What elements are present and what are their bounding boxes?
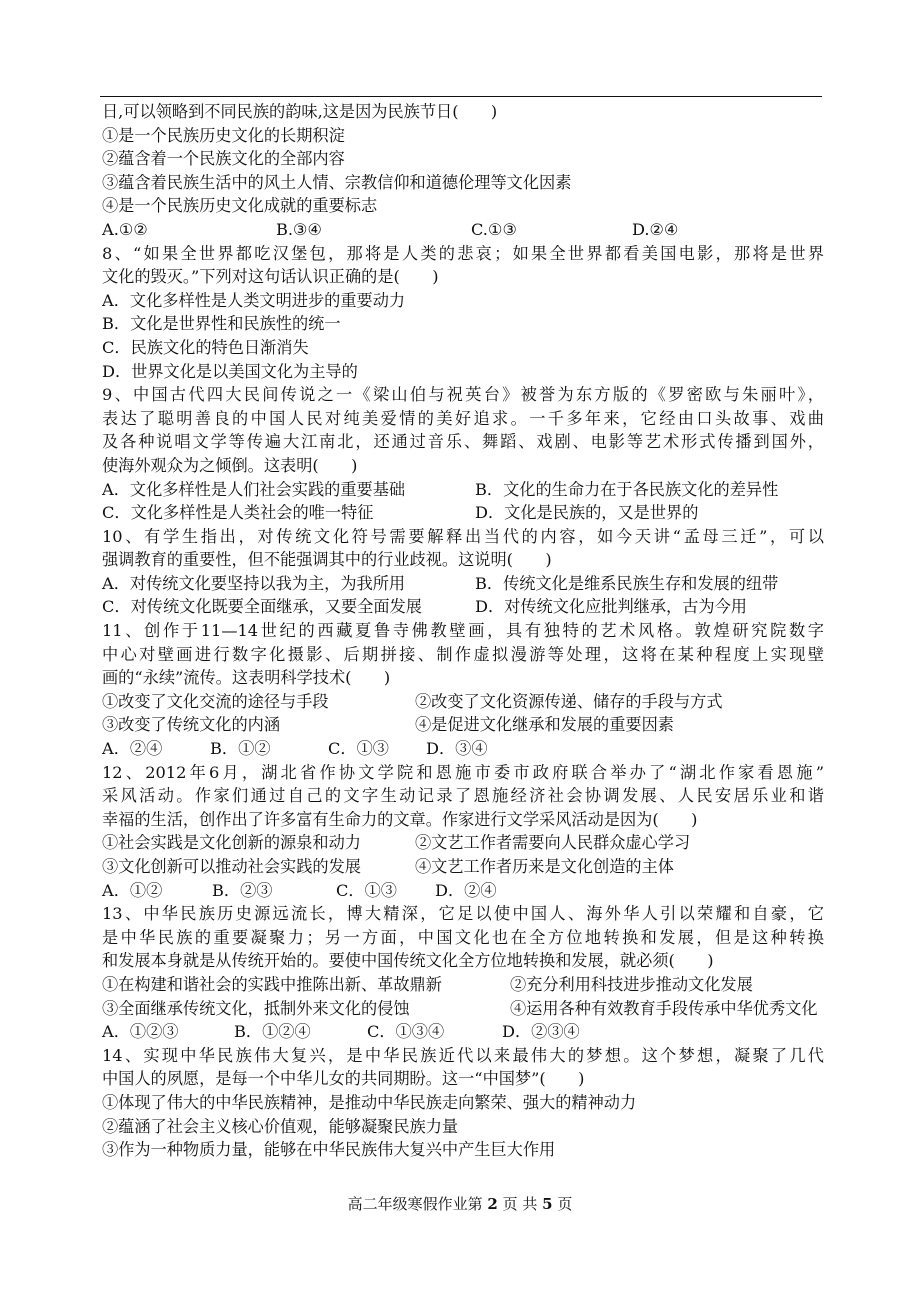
text-line: 中心对壁画进行数字化摄影、后期拼接、制作虚拟漫游等处理，这将在某种程度上实现壁 [102,644,824,664]
text-line: ④是一个民族历史文化成就的重要标志 [102,196,378,216]
text-line: 8、“如果全世界都吃汉堡包，那将是人类的悲哀；如果全世界都看美国电影，那将是世界 [102,243,824,263]
text-line: 强调教育的重要性，但不能强调其中的行业歧视。这说明( ) [102,550,552,570]
page-content [102,100,824,1162]
footer-page-number: 2 [487,1195,498,1213]
option-item: C．①③ [336,880,397,900]
option-row [102,501,824,525]
option-row [102,997,824,1021]
option-item: A．②④ [102,739,163,759]
option-row [102,595,824,619]
footer-prefix: 高二年级寒假作业第 [347,1195,483,1213]
text-line: ①体现了伟大的中华民族精神，是推动中华民族走向繁荣、强大的精神动力 [102,1092,637,1112]
option-item: ④运用各种有效教育手段传承中华优秀文化 [510,998,818,1018]
option-row [102,973,824,997]
option-item: A.①② [102,219,148,239]
text-line: B．文化是世界性和民族性的统一 [102,314,341,334]
option-item: A．文化多样性是人们社会实践的重要基础 [102,479,406,499]
text-line: 是中华民族的重要凝聚力；另一方面，中国文化也在全方位地转换和发展，但是这种转换 [102,927,824,947]
text-line: 采风活动。作家们通过自己的文字生动记录了恩施经济社会协调发展、人民安居乐业和谐 [102,786,824,806]
text-line: ②蕴涵了社会主义核心价值观，能够凝聚民族力量 [102,1116,459,1136]
text-line: 和发展本身就是从传统开始的。要使中国传统文化全方位地转换和发展，就必须( ) [102,951,714,971]
header-rule [100,96,822,97]
option-row [102,855,824,879]
option-item: B.③④ [276,219,323,239]
option-item: B．②③ [212,880,273,900]
option-row [102,831,824,855]
text-line: C．民族文化的特色日渐消失 [102,337,309,357]
option-item: B．①②④ [234,1022,311,1042]
option-item: B．①② [210,739,271,759]
text-line: D．世界文化是以美国文化为主导的 [102,361,358,381]
option-item: ④文艺工作者历来是文化创造的主体 [415,857,674,876]
option-row [102,572,824,596]
text-line: 文化的毁灭。”下列对这句话认识正确的是( ) [102,267,439,287]
option-item: C．对传统文化既要全面继承，又要全面发展 [102,597,422,617]
option-item: ①在构建和谐社会的实践中推陈出新、革故鼎新 [102,974,442,994]
text-line: ③蕴含着民族生活中的风土人情、宗教信仰和道德伦理等文化因素 [102,172,572,192]
option-item: A．对传统文化要坚持以我为主，为我所用 [102,573,406,593]
option-item: ③改变了传统文化的内涵 [102,715,281,735]
option-row [102,879,824,903]
text-line: 使海外观众为之倾倒。这表明( ) [102,455,358,475]
text-line: 10、有学生指出，对传统文化符号需要解释出当代的内容，如今天讲“孟母三迁”，可以 [102,526,824,546]
option-item: B．文化的生命力在于各民族文化的差异性 [475,479,779,499]
option-row [102,478,824,502]
text-line: 13、中华民族历史源远流长，博大精深，它足以使中国人、海外华人引以荣耀和自豪，它 [102,904,824,924]
option-item: A．①②③ [102,1022,179,1042]
text-line: 12、2012年6月，湖北省作协文学院和恩施市委市政府联合举办了“湖北作家看恩施” [102,762,824,782]
option-item: D．对传统文化应批判继承，古为今用 [475,597,747,617]
text-line: 9、中国古代四大民间传说之一《梁山伯与祝英台》被誉为东方版的《罗密欧与朱丽叶》， [102,385,824,405]
option-row [102,218,824,242]
option-item: B．传统文化是维系民族生存和发展的纽带 [475,573,779,593]
option-item: ③文化创新可以推动社会实践的发展 [102,857,361,876]
option-row [102,1020,824,1044]
option-row [102,690,824,714]
option-item: ③全面继承传统文化，抵制外来文化的侵蚀 [102,998,410,1018]
option-item: ④是促进文化继承和发展的重要因素 [415,715,674,735]
text-line: ③作为一种物质力量，能够在中华民族伟大复兴中产生巨大作用 [102,1140,556,1160]
text-line: A．文化多样性是人类文明进步的重要动力 [102,290,406,310]
footer-middle: 页 共 [502,1195,538,1213]
footer-suffix: 页 [557,1195,573,1213]
option-item: C.①③ [471,219,517,239]
page-footer [0,1193,920,1214]
option-item: A．①② [102,880,163,900]
option-item: C．①③④ [367,1022,445,1042]
option-item: D．文化是民族的，又是世界的 [475,503,699,523]
text-line: 日,可以领略到不同民族的韵味,这是因为民族节日( ) [102,102,498,121]
option-item: D．②③④ [502,1022,580,1042]
option-item: D.②④ [632,219,679,239]
text-line: 画的“永续”流传。这表明科学技术( ) [102,668,391,688]
text-line: 及各种说唱文学等传遍大江南北，还通过音乐、舞蹈、戏剧、电影等艺术形式传播到国外， [102,432,824,452]
text-line: ②蕴含着一个民族文化的全部内容 [102,149,345,169]
text-line: 14、实现中华民族伟大复兴，是中华民族近代以来最伟大的梦想。这个梦想，凝聚了几代 [102,1045,824,1065]
option-item: C．文化多样性是人类社会的唯一特征 [102,503,374,523]
text-line: 幸福的生活，创作出了许多富有生命力的文章。作家进行文学采风活动是因为( ) [102,809,698,829]
text-line: ①是一个民族历史文化的长期积淀 [102,125,345,145]
option-item: ②充分利用科技进步推动文化发展 [510,974,753,994]
option-row [102,737,824,761]
option-item: ②文艺工作者需要向人民群众虚心学习 [415,833,691,853]
option-item: C．①③ [328,739,389,759]
option-item: D．③④ [426,739,488,759]
option-item: D．②④ [435,880,497,900]
option-item: ②改变了文化资源传递、储存的手段与方式 [415,691,723,711]
footer-total-pages: 5 [542,1195,553,1213]
option-row [102,713,824,737]
option-item: ①改变了文化交流的途径与手段 [102,691,329,711]
text-line: 表达了聪明善良的中国人民对纯美爱情的美好追求。一千多年来，它经由口头故事、戏曲 [102,408,824,428]
text-line: 11、创作于11—14世纪的西藏夏鲁寺佛教壁画，具有独特的艺术风格。敦煌研究院数字 [102,621,824,641]
text-line: 中国人的夙愿，是每一个中华儿女的共同期盼。这一“中国梦”( ) [102,1069,585,1089]
option-item: ①社会实践是文化创新的源泉和动力 [102,833,361,853]
